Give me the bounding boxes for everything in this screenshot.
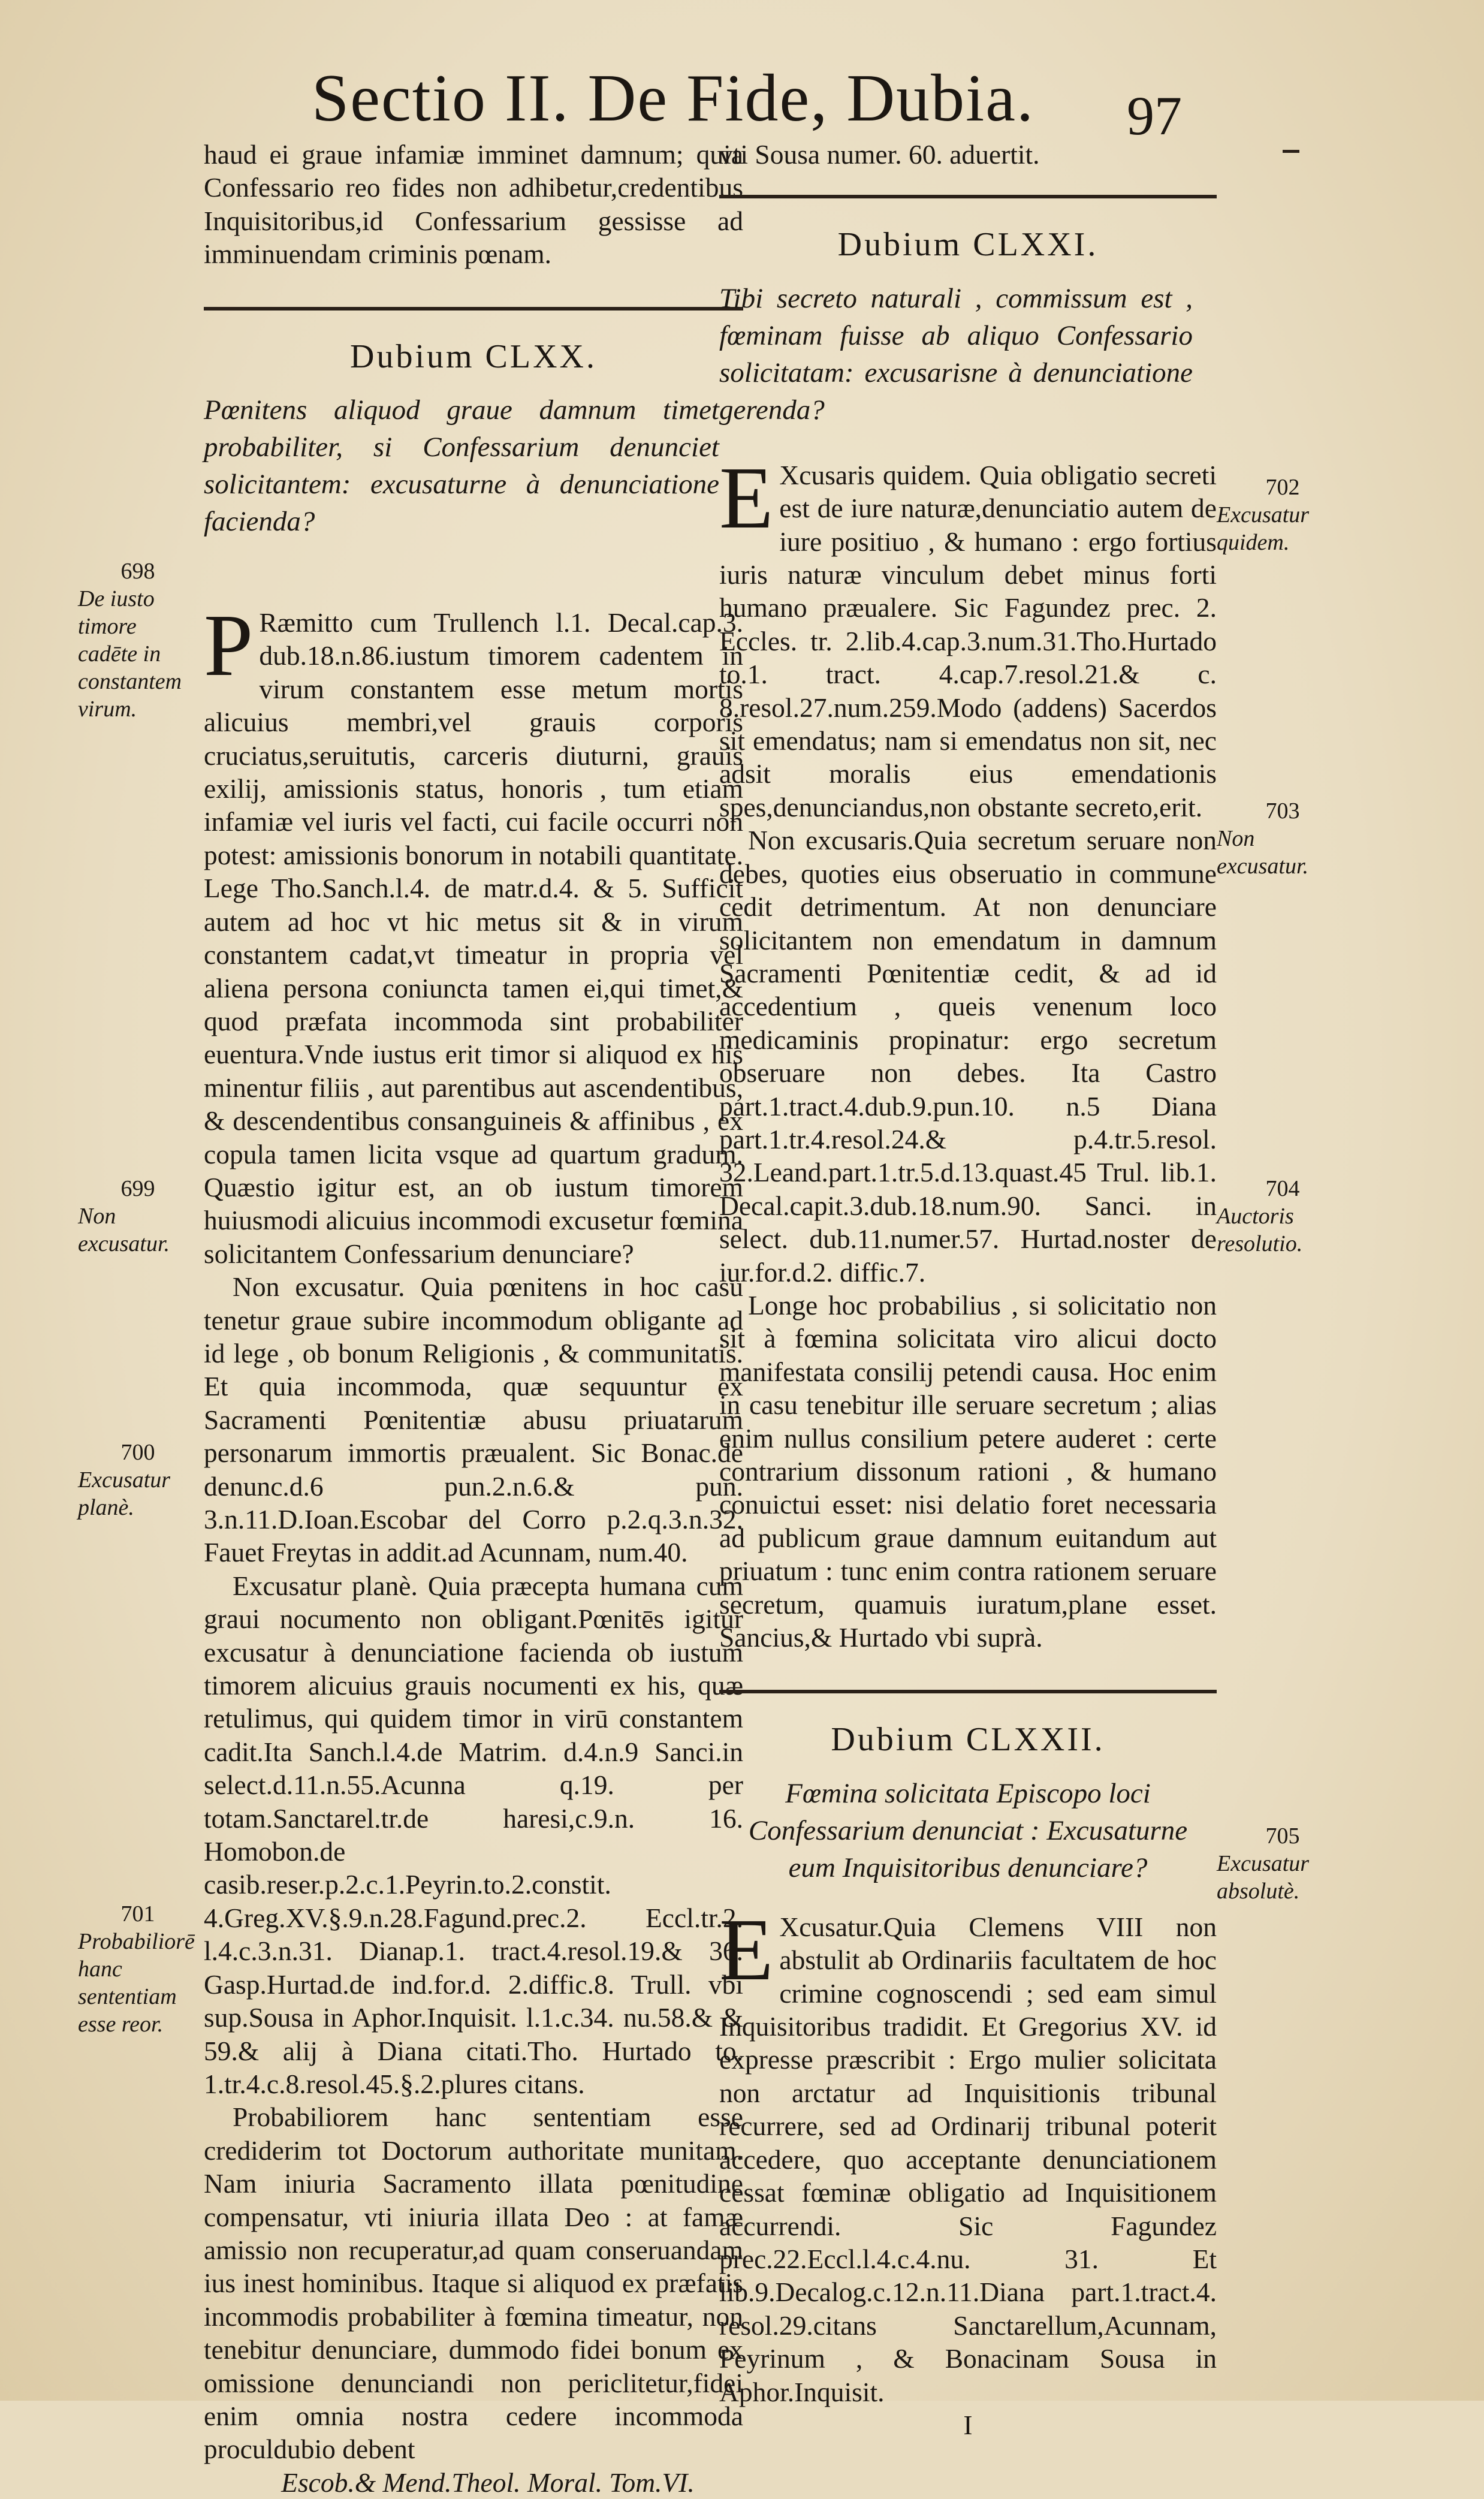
paragraph-text: Xcusaris quidem. Quia obligatio secreti est de iure naturæ,denunciatio autem de iure positiuo , & humano : ergo fortius iuris naturæ vinculum debet minus forti humano præualere. Sic Fagundez prec. 2. Eccles. tr. 2.lib.4.cap.3.num.31.Tho.Hurtado to.1. tract. 4.cap.7.resol.21.& c. 8.resol.27.num.259.Modo (addens) Sacerdos sit emendatus; nam si emendatus non sit, nec adsit moralis eius emendationis spes,denunciandus,non obstante secreto,erit.: [719, 459, 1217, 822]
margin-note: [78, 1900, 198, 2038]
margin-note: [78, 1175, 198, 1258]
margin-number: 705: [1265, 1823, 1300, 1849]
paragraph: Non excusaris.Quia secretum seruare non debes, quoties eius obseruatio in commune cedit detrimentum. At non denunciare solicitantem non emendatum in damnum Sacramenti Pœnitentiæ cedit, & ad id accedentium , queis venenum loco medicaminis propinatur: ergo secretum obseruare non debes. Ita Castro part.1.tract.4.dub.9.pun.10. n.5 Diana part.1.tr.4.resol.24.& p.4.tr.5.resol. 32.Leand.part.1.tr.5.d.13.quast.45 Trul. lib.1. Decal.capit.3.dub.18.num.90. Sanci. in select. dub.11.numer.57. Hurtad.noster de iur.for.d.2. diffic.7.: [719, 825, 1217, 1288]
right-opening-text: vti Sousa numer. 60. aduertit.: [719, 139, 1040, 170]
left-opening-text: haud ei graue infamiæ imminet damnum; quia Confessario reo fides non adhibetur,credentibus Inquisitoribus,id Confessarium gessisse ad imminuendam criminis pœnam.: [204, 139, 743, 270]
section-rule: [204, 307, 743, 311]
margin-gloss: Auctoris resolutio.: [1217, 1204, 1303, 1256]
paragraph: Probabiliorem hanc sententiam esse crediderim tot Doctorum authoritate munitam. Nam iniuria Sacramento illata pœnitudine compensatur, vti iniuria illata Deo : at famæ amissio non recuperatur,ad quam conseruandam ius inest hominibus. Itaque si aliquod ex præfatis incommodis probabiliter à fœmina timeatur, non tenebitur denunciare, dummodo fidei bonum ex omissione denunciandi non periclitetur,fidei enim omnia nostra cedere incommoda proculdubio debent: [204, 2102, 743, 2465]
dubium-question: Tibi secreto naturali , commissum est , fœminam fuisse ab aliquo Confessario solicitatam: excusarisne à denunciatione gerenda?: [719, 282, 1193, 426]
margin-note: [1217, 1822, 1349, 1905]
paragraph: Excusatur planè. Quia præcepta humana cum graui nocumento non obligant.Pœnitēs igitur excusatur à denunciatione facienda ob iustum timorem alicuius grauis nocumenti ex his, quæ retulimus, qui quidem timor in virū constantem cadit.Ita Sanch.l.4.de Matrim. d.4.n.9 Sanci.in select.d.11.n.55.Acunna q.19. per totam.Sanctarel.tr.de haresi,c.9.n. 16. Homobon.de casib.reser.p.2.c.1.Peyrin.to.2.constit. 4.Greg.XV.§.9.n.28.Fagund.prec.2. Eccl.tr.2. l.4.c.3.n.31. Dianap.1. tract.4.resol.19.& 36. Gasp.Hurtad.de ind.for.d. 2.diffic.8. Trull. vbi sup.Sousa in Aphor.Inquisit. l.1.c.34. nu.58.& & 59.& alij à Diana citati.Tho. Hurtado to. 1.tr.4.c.8.resol.45.§.2.plures citans.: [204, 1570, 743, 2099]
paragraph: Non excusatur. Quia pœnitens in hoc casu tenetur graue subire incommodum obligante ad id lege , ob bonum Religionis , & communitatis. Et quia incommoda, quæ sequuntur ex Sacramenti Pœnitentiæ abusu priuatarum personarum immortis præualent. Sic Bonac.de denunc.d.6 pun.2.n.6.& pun. 3.n.11.D.Ioan.Escobar del Corro p.2.q.3.n.32. Fauet Freytas in addit.ad Acunnam, num.40.: [204, 1271, 743, 1568]
left-column: [204, 138, 743, 2499]
drop-cap: P: [204, 596, 254, 695]
margin-gloss: Excusatur absolutè.: [1217, 1851, 1310, 1904]
margin-note: [1217, 797, 1349, 880]
signature-mark: I: [963, 2409, 973, 2440]
section-rule: [719, 1690, 1217, 1693]
drop-cap: E: [719, 448, 774, 547]
right-column: [719, 138, 1217, 2441]
page-number: 97: [1127, 85, 1182, 146]
catchline: Escob.& Mend.Theol. Moral. Tom.VI.: [281, 2467, 695, 2498]
margin-number: 698: [120, 559, 155, 584]
paragraph: [204, 596, 743, 1270]
margin-note: [1217, 474, 1349, 556]
margin-gloss: Excusatur planè.: [78, 1467, 171, 1520]
margin-note: [1217, 1175, 1349, 1258]
paragraph: [719, 1900, 1217, 2408]
paragraph: [719, 448, 1217, 824]
margin-gloss: Probabiliorē hanc sententiam esse reor.: [78, 1929, 195, 2037]
paragraph: Longe hoc probabilius , si solicitatio non sit à fœmina solicitata viro alicui docto manifestata consilij petendi causa. Hoc enim in casu tenebitur ille seruare secretum ; alias enim nullus consilium petere auderet : certe contrarium dissonum rationi , & humano conuictui esset: nisi delatio foret necessaria ad publicum graue damnum euitandum aut priuatum : tunc enim contra rationem seruare secretum, quamuis iuratum,plane esset. Sancius,& Hurtado vbi suprà.: [719, 1289, 1217, 1653]
running-head: Sectio II. De Fide, Dubia.: [312, 61, 1034, 135]
margin-note: [78, 1439, 198, 1521]
margin-number: 701: [120, 1901, 155, 1927]
margin-number: 699: [120, 1176, 155, 1201]
margin-gloss: Non excusatur.: [1217, 826, 1309, 879]
dubium-heading: Dubium CLXXI.: [837, 226, 1099, 264]
dubium-question: Pœnitens aliquod graue damnum timet probabiliter, si Confessarium denunciet solicitantem: excusaturne à denunciatione facienda?: [204, 394, 719, 538]
margin-gloss: De iusto timore cadēte in constantem virum.: [78, 586, 182, 722]
section-rule: [719, 195, 1217, 198]
margin-number: 700: [120, 1440, 155, 1465]
margin-number: 704: [1265, 1176, 1300, 1201]
margin-dash: [1283, 150, 1299, 153]
dubium-heading: Dubium CLXXII.: [831, 1721, 1105, 1759]
margin-gloss: Non excusatur.: [78, 1204, 170, 1256]
dubium-heading: Dubium CLXX.: [350, 337, 597, 375]
margin-number: 702: [1265, 475, 1300, 500]
drop-cap: E: [719, 1900, 774, 1999]
margin-number: 703: [1265, 798, 1300, 824]
dubium-question: Fœmina solicitata Episcopo loci Confessarium denunciat : Excusaturne eum Inquisitoribus denunciare?: [748, 1777, 1188, 1883]
margin-note: [78, 557, 198, 723]
paragraph-text: Xcusatur.Quia Clemens VIII non abstulit ab Ordinariis facultatem de hoc crimine cognoscendi ; sed eam simul Inquisitoribus tradidit. Et Gregorius XV. id expresse præscribit : Ergo mulier solicitata non arctatur ad Inquisitionis tribunal recurrere, sed ad Ordinarij tribunal poterit accedere, quo acceptante denunciationem cessat fœminæ obligatio ad Inquisitionem accurrendi. Sic Fagundez prec.22.Eccl.l.4.c.4.nu. 31. Et lib.9.Decalog.c.12.n.11.Diana part.1.tract.4. resol.29.citans Sanctarellum,Acunnam, Peyrinum , & Bonacinam Sousa in Aphor.Inquisit.: [719, 1911, 1217, 2407]
paragraph-text: Ræmitto cum Trullench l.1. Decal.cap.3. dub.18.n.86.iustum timorem cadentem in virum constantem esse metum mortis alicuius membri,vel grauis corporis cruciatus,seruitutis, carceris diuturni, grauis exilij, amissionis status, honoris , tum etiam infamiæ vel iuris vel facti, cui facile occurri non potest: amissionis bonorum in notabili quantitate. Lege Tho.Sanch.l.4. de matr.d.4. & 5. Sufficit autem ad hoc vt hic metus sit & in virum constantem cadat,vt timeatur in propria vel aliena persona coniuncta tamen ei,qui timet,& quod præfata incommoda sint probabiliter euentura.Vnde iustus erit timor si aliquod ex his minentur filiis , aut parentibus aut ascendentibus, & descendentibus consanguineis & affinibus , ex copula tamen licita vsque ad quartum gradum. Quæstio igitur est, an ob iustum timorem huiusmodi alicuius incommodi excusetur fœmina solicitantem Confessarium denunciare?: [204, 607, 743, 1269]
margin-gloss: Excusatur quidem.: [1217, 502, 1310, 555]
